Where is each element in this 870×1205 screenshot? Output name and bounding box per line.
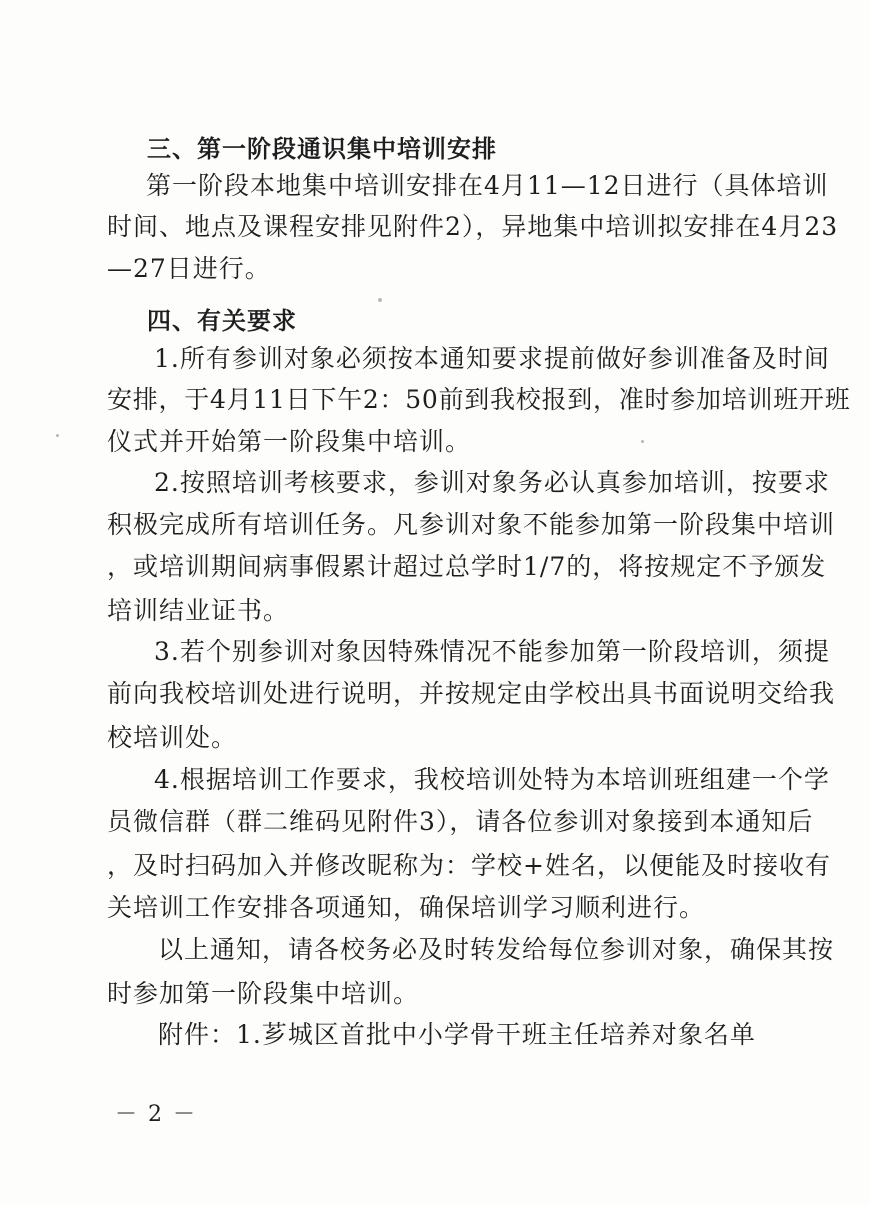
item-4-line-3: ，及时扫码加入并修改昵称为：学校+姓名，以便能及时接收有 — [107, 851, 831, 880]
item-2-line-3: ，或培训期间病事假累计超过总学时1/7的，将按规定不予颁发 — [107, 552, 827, 581]
item-2-line-2: 积极完成所有培训任务。凡参训对象不能参加第一阶段集中培训 — [107, 510, 836, 539]
section-4-heading: 四、有关要求 — [147, 307, 297, 335]
scan-speck — [378, 298, 382, 302]
attachment-line: 附件：1.芗城区首批中小学骨干班主任培养对象名单 — [158, 1020, 756, 1049]
item-3-line-3: 校培训处。 — [107, 723, 238, 752]
section-3-line-1: 第一阶段本地集中培训安排在4月11—12日进行（具体培训 — [146, 171, 829, 200]
closing-line-1: 以上通知，请各校务必及时转发给每位参训对象，确保其按 — [158, 935, 835, 964]
item-2-line-4: 培训结业证书。 — [107, 596, 290, 625]
item-4-line-4: 关培训工作安排各项通知，确保培训学习顺利进行。 — [107, 893, 706, 922]
page-number: － 2 － — [115, 1102, 197, 1127]
item-4-line-1: 4.根据培训工作要求，我校培训处特为本培训班组建一个学 — [154, 765, 830, 794]
item-4-line-2: 员微信群（群二维码见附件3），请各位参训对象接到本通知后 — [107, 807, 814, 836]
closing-line-2: 时参加第一阶段集中培训。 — [107, 979, 420, 1008]
item-2-line-1: 2.按照培训考核要求，参训对象务必认真参加培训，按要求 — [154, 468, 830, 497]
item-1-line-1: 1.所有参训对象必须按本通知要求提前做好参训准备及时间 — [154, 344, 830, 373]
section-3-line-2: 时间、地点及课程安排见附件2），异地集中培训拟安排在4月23 — [107, 212, 839, 241]
item-3-line-2: 前向我校培训处进行说明，并按规定由学校出具书面说明交给我 — [107, 679, 836, 708]
item-1-line-2: 安排，于4月11日下午2：50前到我校报到，准时参加培训班开班 — [107, 385, 851, 414]
section-3-heading: 三、第一阶段通识集中培训安排 — [147, 135, 497, 163]
item-3-line-1: 3.若个别参训对象因特殊情况不能参加第一阶段培训，须提 — [154, 637, 830, 666]
item-1-line-3: 仪式并开始第一阶段集中培训。 — [107, 427, 472, 456]
section-3-line-3: —27日进行。 — [107, 254, 271, 283]
scan-speck — [56, 434, 59, 437]
scan-speck — [641, 440, 644, 443]
